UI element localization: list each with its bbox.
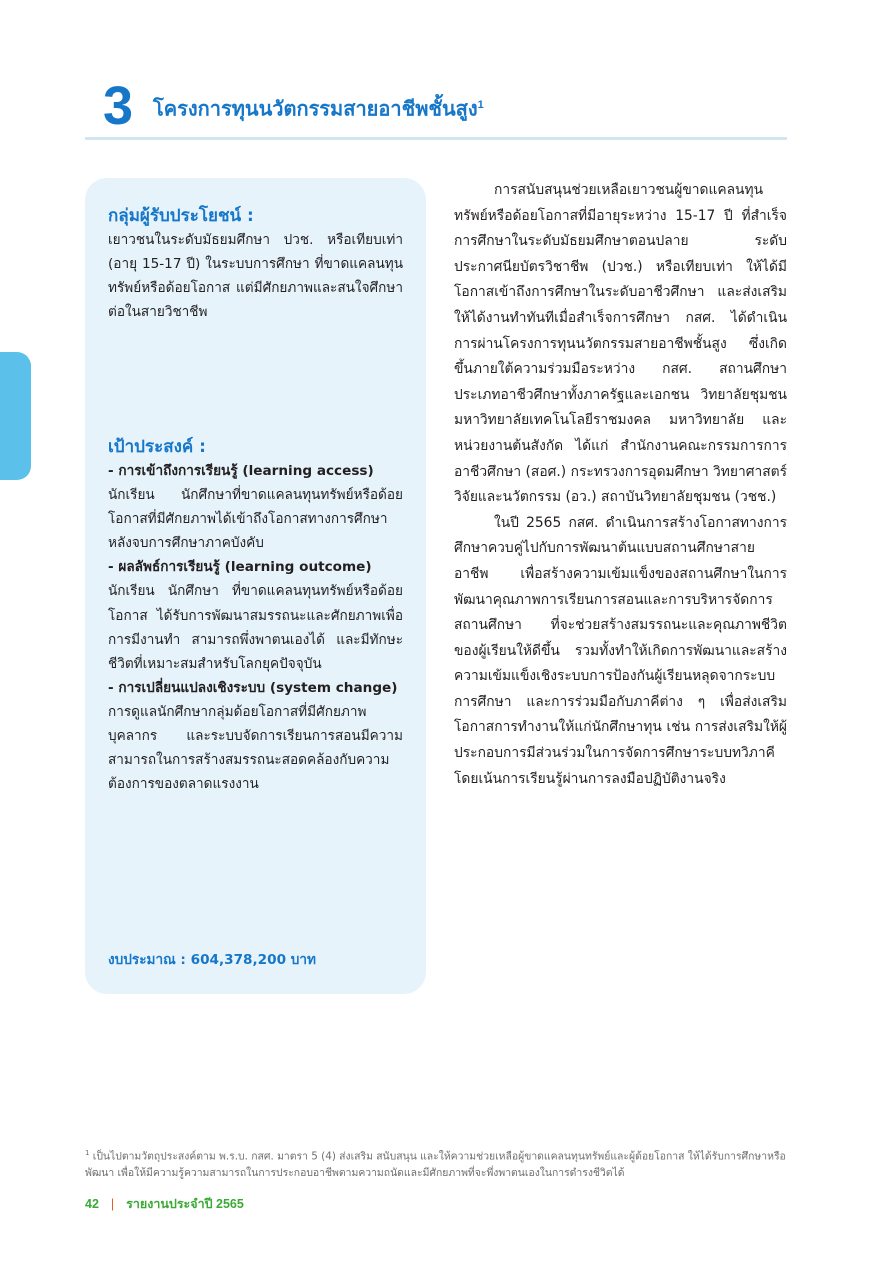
footer-separator: | [110,1197,115,1211]
goal-text: นักเรียน นักศึกษา ที่ขาดแคลนทุนทรัพย์หรือด้อยโอกาส ได้รับการพัฒนาสมรรถนะและศักยภาพเพื่อการมีงานทำ สามารถพึ่งพาตนเองได้ และมีทักษะชีวิตที่เหมาะสมสำหรับโลกยุคปัจจุบัน [108,583,403,672]
goal-heading: เป้าประสงค์ : [108,437,206,457]
footnote [85,1145,787,1182]
body-paragraph: การสนับสนุนช่วยเหลือเยาวชนผู้ขาดแคลนทุนทรัพย์หรือด้อยโอกาสที่มีอายุระหว่าง 15-17 ปี ที่สำเร็จการศึกษาในระดับมัธยมศึกษาตอนปลาย ระดับประกาศนียบัตรวิชาชีพ (ปวช.) หรือเทียบเท่า ให้ได้มีโอกาสเข้าถึงการศึกษาในระดับอาชีวศึกษา และส่งเสริมให้ได้งานทำทันทีเมื่อสำเร็จการศึกษา กสศ. ได้ดำเนินการผ่านโครงการทุนนวัตกรรมสายอาชีพชั้นสูง ซึ่งเกิดขึ้นภายใต้ความร่วมมือระหว่าง กสศ. สถานศึกษาประเภทอาชีวศึกษาทั้งภาครัฐและเอกชน วิทยาลัยชุมชน มหาวิทยาลัยเทคโนโลยีราชมงคล มหาวิทยาลัย และหน่วยงานต้นสังกัด ได้แก่ สำนักงานคณะกรรมการการอาชีวศึกษา (สอศ.) กระทรวงการอุดมศึกษา วิทยาศาสตร์ วิจัยและนวัตกรรม (อว.) สถาบันวิทยาลัยชุมชน (วชช.) [454,182,787,506]
page-footer [85,1195,244,1213]
goal-title: - ผลลัพธ์การเรียนรู้ (learning outcome) [108,559,372,576]
goal-title: - การเข้าถึงการเรียนรู้ (learning access) [108,463,374,479]
section-number: 3 [103,76,134,136]
page-number: 42 [85,1197,99,1211]
budget-line: งบประมาณ : 604,378,200 บาท [108,952,317,968]
beneficiary-block [108,204,403,324]
body-paragraph: ในปี 2565 กสศ. ดำเนินการสร้างโอกาสทางการศึกษาควบคู่ไปกับการพัฒนาต้นแบบสถานศึกษาสายอาชีพ เพื่อสร้างความเข้มแข็งของสถานศึกษาในการพัฒนาคุณภาพการเรียนการสอนและการบริหารจัดการสถานศึกษา ที่จะช่วยสร้างสมรรถนะและคุณภาพชีวิตของผู้เรียนให้ดีขึ้น รวมทั้งทำให้เกิดการพัฒนาและสร้างความเข้มแข็งเชิงระบบการป้องกันผู้เรียนหลุดจากระบบการศึกษา และการร่วมมือกับภาคีต่าง ๆ เพื่อส่งเสริมโอกาสการทำงานให้แก่นักศึกษาทุน เช่น การส่งเสริมให้ผู้ประกอบการมีส่วนร่วมในการจัดการศึกษาระบบทวิภาคี โดยเน้นการเรียนรู้ผ่านการลงมือปฏิบัติงานจริง [454,514,787,787]
section-title-text: โครงการทุนนวัตกรรมสายอาชีพชั้นสูง [153,98,478,121]
section-title [153,90,484,125]
goal-text: นักเรียน นักศึกษาที่ขาดแคลนทุนทรัพย์หรือด้อยโอกาสที่มีศักยภาพได้เข้าถึงโอกาสทางการศึกษาหลังจบการศึกษาภาคบังคับ [108,487,403,552]
goal-text: การดูแลนักศึกษากลุ่มด้อยโอกาสที่มีศักยภาพบุคลากร และระบบจัดการเรียนการสอนมีความสามารถในการสร้างสมรรถนะสอดคล้องกับความต้องการของตลาดแรงงาน [108,703,403,793]
body-column [454,178,787,792]
beneficiary-heading: กลุ่มผู้รับประโยชน์ : [108,206,254,226]
report-title: รายงานประจำปี 2565 [126,1197,244,1211]
beneficiary-text: เยาวชนในระดับมัธยมศึกษา ปวช. หรือเทียบเท่า (อายุ 15-17 ปี) ในระบบการศึกษา ที่ขาดแคลนทุนทรัพย์หรือด้อยโอกาส แต่มีศักยภาพและสนใจศึกษาต่อในสายวิชาชีพ [108,232,403,321]
footnote-ref: 1 [477,99,484,111]
footnote-text: เป็นไปตามวัตถุประสงค์ตาม พ.ร.บ. กสศ. มาตรา 5 (4) ส่งเสริม สนับสนุน และให้ความช่วยเหลือผู้ขาดแคลนทุนทรัพย์และผู้ด้อยโอกาส ให้ได้รับการศึกษาหรือพัฒนา เพื่อให้มีความรู้ความสามารถในการประกอบอาชีพตามความถนัดและมีศักยภาพที่จะพึ่งพาตนเองในการดำรงชีวิตได้ [85,1150,786,1180]
header-divider [85,137,787,140]
goal-block [108,435,403,796]
goal-title: - การเปลี่ยนแปลงเชิงระบบ (system change) [108,679,398,696]
side-tab-marker [0,352,31,480]
footnote-mark: 1 [85,1149,90,1157]
